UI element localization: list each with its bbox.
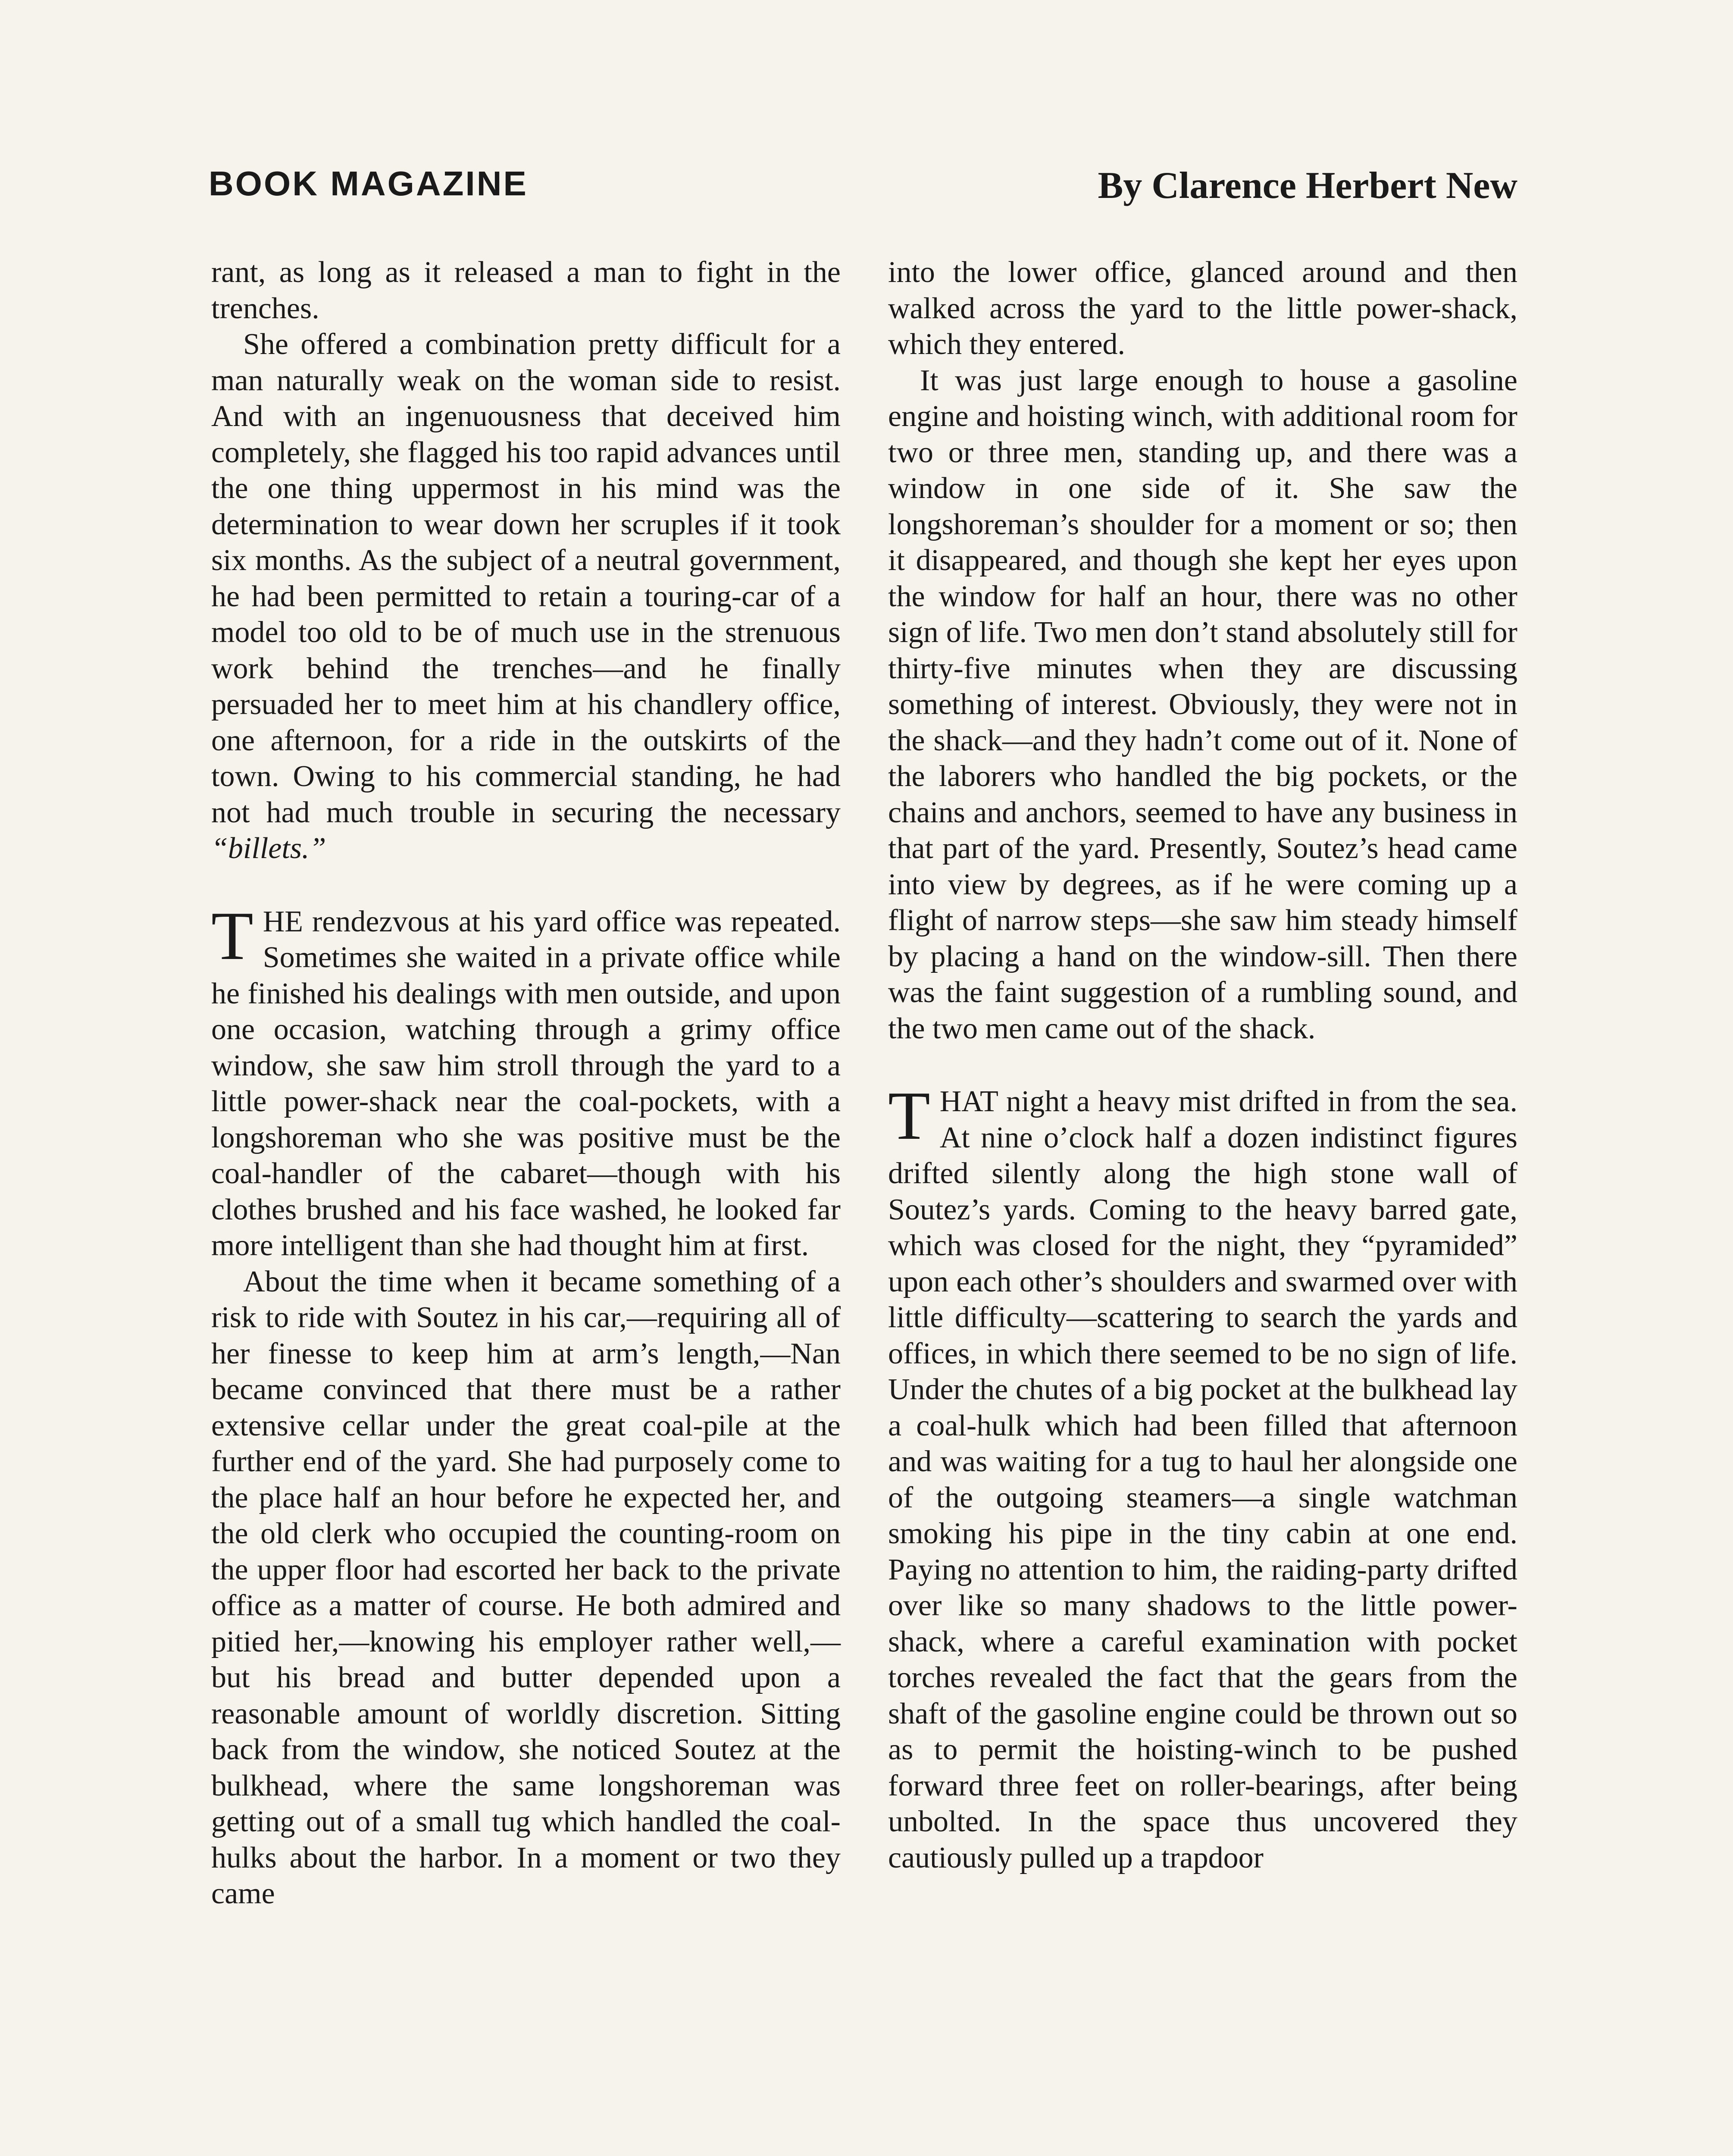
- paragraph: into the lower office, glanced around and then walked across the yard to the little power-shack, which they entered.: [888, 256, 1517, 361]
- paragraph: It was just large enough to house a gasoline engine and hoisting winch, with additional room for two or three men, standing up, and there was a window in one side of it. She saw the longshoreman’s shoulder for a moment or so; then it disappeared, and though she kept her eyes upon the window for half an hour, there was no other sign of life. Two men don’t stand absolutely still for thirty-five minutes when they are discussing something of interest. Obviously, they were not in the shack—and they hadn’t come out of it. None of the laborers who handled the big pockets, or the chains and anchors, seemed to have any business in that part of the yard. Presently, Soutez’s head came into view by degrees, as if he were coming up a flight of narrow steps—she saw him steady himself by placing a hand on the window-sill. Then there was the faint suggestion of a rumbling sound, and the two men came out of the shack.: [888, 364, 1517, 1045]
- magazine-title: BOOK MAGAZINE: [209, 164, 528, 203]
- section-paragraph: [888, 1077, 1517, 1876]
- italic-word: “billets.”: [211, 832, 326, 865]
- paragraph: About the time when it became something of a risk to ride with Soutez in his car,—requiring all of her finesse to keep him at arm’s length,—Nan became convinced that there must be a rather extensive cellar under the great coal-pile at the further end of the yard. She had purposely come to the place half an hour before he expected her, and the old clerk who occupied the counting-room on the upper floor had escorted her back to the private office as a matter of course. He both admired and pitied her,—knowing his employer rather well,—but his bread and butter depended upon a reasonable amount of worldly discretion. Sitting back from the window, she noticed Soutez at the bulkhead, where the same longshoreman was getting out of a small tug which handled the coal-hulks about the harbor. In a moment or two they came: [211, 1265, 841, 1910]
- right-column: [888, 254, 1517, 1876]
- paragraph: rant, as long as it released a man to fight in the trenches.: [211, 256, 841, 325]
- drop-cap: T: [888, 1077, 930, 1154]
- left-column: [211, 254, 841, 1912]
- author-byline: By Clarence Herbert New: [1098, 165, 1517, 207]
- paragraph: [211, 326, 841, 867]
- section-paragraph: [211, 897, 841, 1264]
- paragraph-text: HAT night a heavy mist drifted in from the sea. At nine o’clock half a dozen indistinct figures drifted silently along the high stone wall of Soutez’s yards. Coming to the heavy barred gate, which was closed for the night, they “pyramided” upon each other’s shoulders and swarmed over with little difficulty—scattering to search the yards and offices, in which there seemed to be no sign of life. Under the chutes of a big pocket at the bulkhead lay a coal-hulk which had been filled that afternoon and was waiting for a tug to haul her alongside one of the outgoing steamers—a single watchman smoking his pipe in the tiny cabin at one end. Paying no attention to him, the raiding-party drifted over like so many shadows to the little power-shack, where a careful examination with pocket torches revealed the fact that the gears from the shaft of the gasoline engine could be thrown out so as to permit the hoisting-winch to be pushed forward three feet on roller-bearings, after being unbolted. In the space thus uncovered they cautiously pulled up a trapdoor: [888, 1085, 1517, 1874]
- drop-cap: T: [211, 897, 253, 974]
- paragraph-text: She offered a combination pretty difficult for a man naturally weak on the woman side to resist. And with an ingenuousness that deceived him completely, she flagged his too rapid advances until the one thing uppermost in his mind was the determination to wear down her scruples if it took six months. As the subject of a neutral government, he had been permitted to retain a touring-car of a model too old to be of much use in the strenuous work behind the trenches—and he finally persuaded her to meet him at his chandlery office, one afternoon, for a ride in the outskirts of the town. Owing to his commercial standing, he had not had much trouble in securing the necessary: [211, 328, 841, 829]
- paragraph-text: HE rendezvous at his yard office was repeated. Sometimes she waited in a private office while he finished his dealings with men outside, and upon one occasion, watching through a grimy office window, she saw him stroll through the yard to a little power-shack near the coal-pockets, with a longshoreman who she was positive must be the coal-handler of the cabaret—though with his clothes brushed and his face washed, he looked far more intelligent than she had thought him at first.: [211, 905, 841, 1262]
